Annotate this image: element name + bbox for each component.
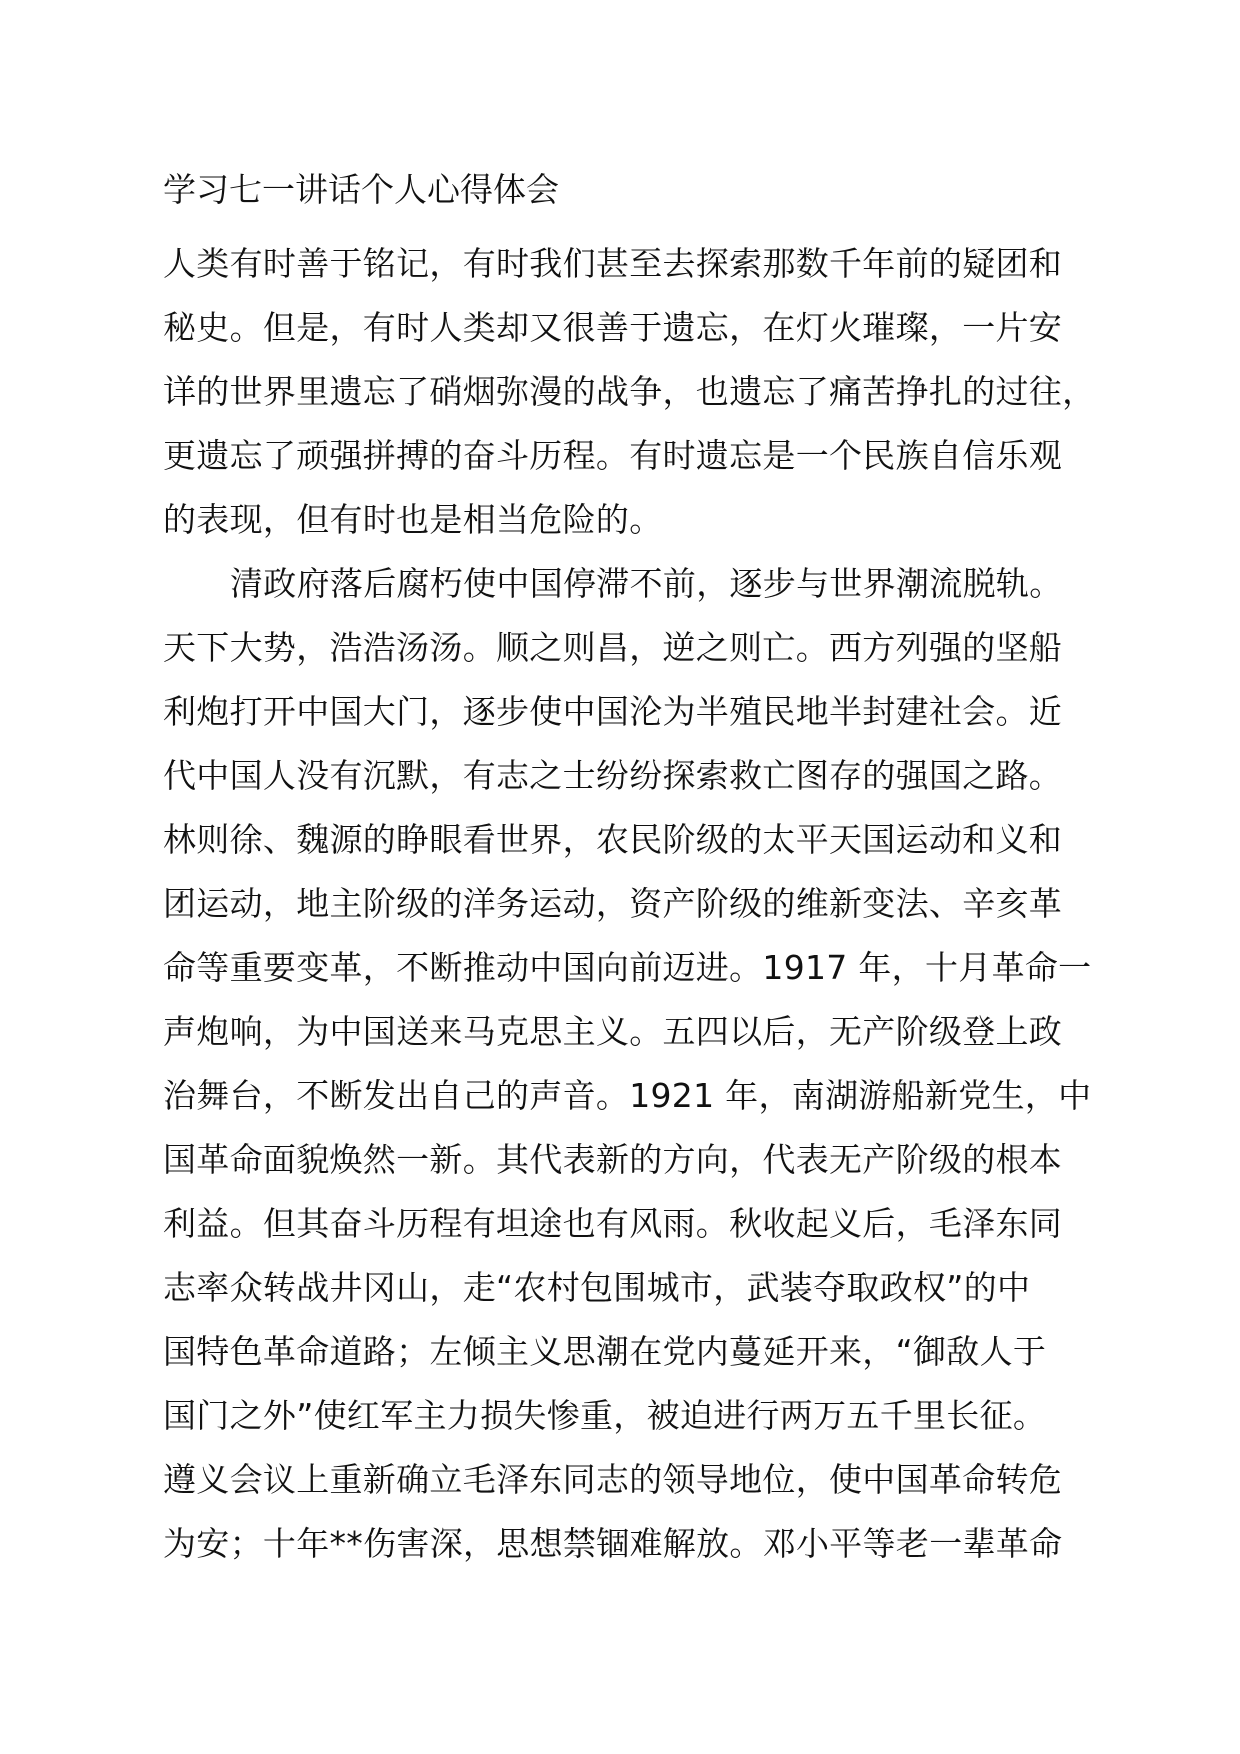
text-line: 志率众转战井冈山，走“农村包围城市，武装夺取政权”的中: [163, 1268, 1031, 1307]
text-line: 为安；十年**伤害深，思想禁锢难解放。邓小平等老一辈革命: [163, 1524, 1063, 1563]
text-line: 代中国人没有沉默，有志之士纷纷探索救亡图存的强国之路。: [163, 756, 1063, 795]
text-line: 的表现，但有时也是相当危险的。: [163, 500, 663, 539]
text-line: 秘史。但是，有时人类却又很善于遗忘，在灯火璀璨，一片安: [163, 308, 1063, 347]
text-line: 详的世界里遗忘了硝烟弥漫的战争，也遗忘了痛苦挣扎的过往，: [163, 372, 1096, 411]
text-line: 命等重要变革，不断推动中国向前迈进。1917 年，十月革命一: [163, 948, 1092, 987]
text-line: 天下大势，浩浩汤汤。顺之则昌，逆之则亡。西方列强的坚船: [163, 628, 1063, 667]
text-line: 利益。但其奋斗历程有坦途也有风雨。秋收起义后，毛泽东同: [163, 1204, 1063, 1243]
text-line: 人类有时善于铭记，有时我们甚至去探索那数千年前的疑团和: [163, 244, 1063, 283]
text-line: 国革命面貌焕然一新。其代表新的方向，代表无产阶级的根本: [163, 1140, 1063, 1179]
text-line: 更遗忘了顽强拼搏的奋斗历程。有时遗忘是一个民族自信乐观: [163, 436, 1063, 475]
document-body: [163, 232, 1123, 1576]
text-line: 国特色革命道路；左倾主义思潮在党内蔓延开来，“御敌人于: [163, 1332, 1047, 1371]
text-line: 声炮响，为中国送来马克思主义。五四以后，无产阶级登上政: [163, 1012, 1063, 1051]
text-line: 林则徐、魏源的睁眼看世界，农民阶级的太平天国运动和义和: [163, 820, 1063, 859]
text-line: 治舞台，不断发出自己的声音。1921 年，南湖游船新党生，中: [163, 1076, 1092, 1115]
text-line: 国门之外”使红军主力损失惨重，被迫进行两万五千里长征。: [163, 1396, 1047, 1435]
paragraph-start-line: 清政府落后腐朽使中国停滞不前，逐步与世界潮流脱轨。: [230, 564, 1063, 603]
text-line: 遵义会议上重新确立毛泽东同志的领导地位，使中国革命转危: [163, 1460, 1063, 1499]
document-title: 学习七一讲话个人心得体会: [163, 170, 559, 209]
text-line: 团运动，地主阶级的洋务运动，资产阶级的维新变法、辛亥革: [163, 884, 1063, 923]
text-line: 利炮打开中国大门，逐步使中国沦为半殖民地半封建社会。近: [163, 692, 1063, 731]
